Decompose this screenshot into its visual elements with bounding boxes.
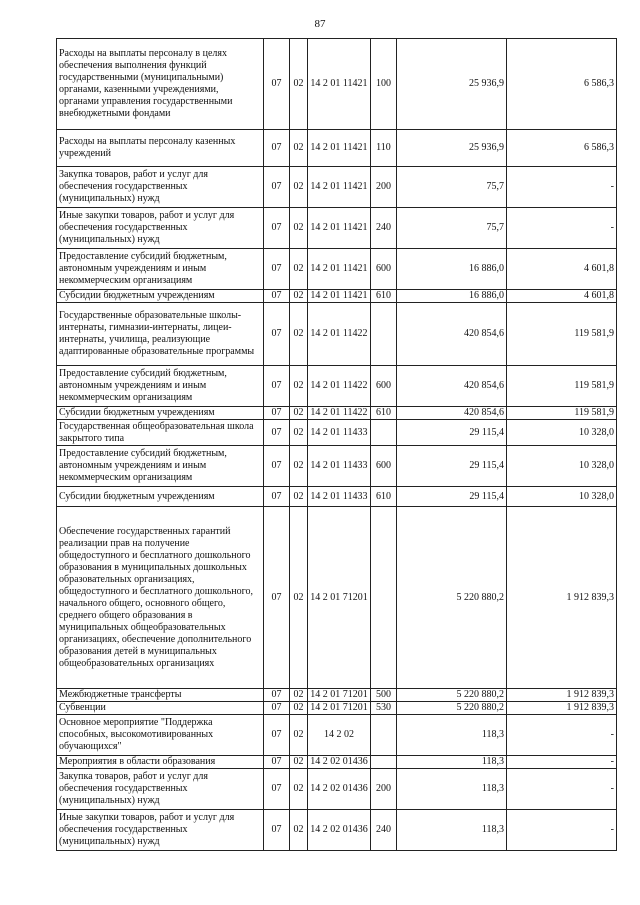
amount-2: 6 586,3 — [507, 130, 617, 167]
amount-2: - — [507, 810, 617, 851]
page-number: 87 — [314, 18, 326, 30]
expense-name: Мероприятия в области образования — [57, 756, 264, 769]
amount-2: - — [507, 769, 617, 810]
subsection-code: 02 — [290, 689, 308, 702]
target-article-code: 14 2 01 11421 — [308, 249, 371, 290]
section-code: 07 — [264, 715, 290, 756]
section-code: 07 — [264, 208, 290, 249]
expense-name: Обеспечение государственных гарантий реализации прав на получение общедоступного и бесплатного дошкольного образования в муниципальных дошкольных образовательных организациях, общедоступного и бесплатного дошкольного, начального общего, основного общего, среднего общего образования в муниципальных общеобразовательных организациях, обеспечение дополнительного образования детей в муниципальных общеобразовательных организациях — [57, 507, 264, 689]
expense-type-code: 610 — [371, 290, 397, 303]
table-row — [57, 39, 617, 130]
subsection-code: 02 — [290, 810, 308, 851]
table-row — [57, 769, 617, 810]
table-row — [57, 446, 617, 487]
table-row — [57, 420, 617, 446]
target-article-code: 14 2 01 11433 — [308, 420, 371, 446]
amount-2: 10 328,0 — [507, 487, 617, 507]
table-row — [57, 487, 617, 507]
table-row — [57, 507, 617, 689]
amount-1: 75,7 — [397, 167, 507, 208]
subsection-code: 02 — [290, 208, 308, 249]
amount-1: 420 854,6 — [397, 407, 507, 420]
amount-2: 119 581,9 — [507, 407, 617, 420]
section-code: 07 — [264, 407, 290, 420]
section-code: 07 — [264, 769, 290, 810]
expense-type-code — [371, 507, 397, 689]
section-code: 07 — [264, 487, 290, 507]
amount-1: 118,3 — [397, 810, 507, 851]
section-code: 07 — [264, 689, 290, 702]
expense-type-code: 100 — [371, 39, 397, 130]
subsection-code: 02 — [290, 366, 308, 407]
amount-1: 25 936,9 — [397, 130, 507, 167]
table-row — [57, 208, 617, 249]
subsection-code: 02 — [290, 487, 308, 507]
expense-name: Закупка товаров, работ и услуг для обеспечения государственных (муниципальных) нужд — [57, 769, 264, 810]
subsection-code: 02 — [290, 167, 308, 208]
table-row — [57, 303, 617, 366]
target-article-code: 14 2 02 — [308, 715, 371, 756]
subsection-code: 02 — [290, 290, 308, 303]
target-article-code: 14 2 02 01436 — [308, 756, 371, 769]
expense-type-code: 240 — [371, 810, 397, 851]
target-article-code: 14 2 01 11422 — [308, 407, 371, 420]
amount-2: 1 912 839,3 — [507, 702, 617, 715]
section-code: 07 — [264, 810, 290, 851]
expense-name: Государственные образовательные школы-интернаты, гимназии-интернаты, лицеи-интернаты, училища, реализующие адаптированные образовательные программы — [57, 303, 264, 366]
subsection-code: 02 — [290, 39, 308, 130]
amount-1: 420 854,6 — [397, 366, 507, 407]
target-article-code: 14 2 01 11422 — [308, 303, 371, 366]
section-code: 07 — [264, 446, 290, 487]
amount-2: 4 601,8 — [507, 290, 617, 303]
section-code: 07 — [264, 130, 290, 167]
subsection-code: 02 — [290, 715, 308, 756]
expense-type-code: 240 — [371, 208, 397, 249]
amount-2: 6 586,3 — [507, 39, 617, 130]
target-article-code: 14 2 01 11421 — [308, 130, 371, 167]
section-code: 07 — [264, 366, 290, 407]
amount-2: 119 581,9 — [507, 366, 617, 407]
subsection-code: 02 — [290, 303, 308, 366]
table-body — [57, 39, 617, 851]
amount-1: 29 115,4 — [397, 446, 507, 487]
table-row — [57, 715, 617, 756]
table-row — [57, 249, 617, 290]
expense-name: Предоставление субсидий бюджетным, автономным учреждениям и иным некоммерческим организациям — [57, 366, 264, 407]
expense-type-code: 600 — [371, 366, 397, 407]
expense-type-code: 600 — [371, 249, 397, 290]
amount-2: - — [507, 756, 617, 769]
expense-name: Иные закупки товаров, работ и услуг для обеспечения государственных (муниципальных) нужд — [57, 810, 264, 851]
table-row — [57, 756, 617, 769]
target-article-code: 14 2 01 11421 — [308, 290, 371, 303]
section-code: 07 — [264, 290, 290, 303]
amount-2: 1 912 839,3 — [507, 507, 617, 689]
expense-name: Субвенции — [57, 702, 264, 715]
amount-1: 5 220 880,2 — [397, 702, 507, 715]
subsection-code: 02 — [290, 702, 308, 715]
target-article-code: 14 2 01 71201 — [308, 689, 371, 702]
subsection-code: 02 — [290, 756, 308, 769]
amount-1: 16 886,0 — [397, 249, 507, 290]
table-row — [57, 366, 617, 407]
table-row — [57, 702, 617, 715]
target-article-code: 14 2 01 71201 — [308, 702, 371, 715]
expense-name: Расходы на выплаты персоналу казенных учреждений — [57, 130, 264, 167]
expense-name: Межбюджетные трансферты — [57, 689, 264, 702]
expense-type-code: 600 — [371, 446, 397, 487]
table-row — [57, 407, 617, 420]
amount-1: 420 854,6 — [397, 303, 507, 366]
amount-2: - — [507, 167, 617, 208]
amount-1: 118,3 — [397, 715, 507, 756]
subsection-code: 02 — [290, 407, 308, 420]
expense-type-code — [371, 715, 397, 756]
amount-1: 16 886,0 — [397, 290, 507, 303]
amount-1: 5 220 880,2 — [397, 507, 507, 689]
target-article-code: 14 2 02 01436 — [308, 810, 371, 851]
amount-2: 10 328,0 — [507, 420, 617, 446]
subsection-code: 02 — [290, 507, 308, 689]
target-article-code: 14 2 01 71201 — [308, 507, 371, 689]
section-code: 07 — [264, 702, 290, 715]
section-code: 07 — [264, 507, 290, 689]
expense-name: Государственная общеобразовательная школа закрытого типа — [57, 420, 264, 446]
expense-type-code: 610 — [371, 487, 397, 507]
subsection-code: 02 — [290, 769, 308, 810]
amount-1: 25 936,9 — [397, 39, 507, 130]
expense-type-code: 200 — [371, 769, 397, 810]
expense-name: Субсидии бюджетным учреждениям — [57, 290, 264, 303]
amount-1: 118,3 — [397, 769, 507, 810]
amount-2: 4 601,8 — [507, 249, 617, 290]
subsection-code: 02 — [290, 130, 308, 167]
section-code: 07 — [264, 249, 290, 290]
expense-type-code: 110 — [371, 130, 397, 167]
section-code: 07 — [264, 39, 290, 130]
budget-table — [56, 38, 617, 851]
table-row — [57, 167, 617, 208]
expense-type-code: 200 — [371, 167, 397, 208]
expense-type-code — [371, 756, 397, 769]
expense-name: Предоставление субсидий бюджетным, автономным учреждениям и иным некоммерческим организациям — [57, 249, 264, 290]
subsection-code: 02 — [290, 420, 308, 446]
amount-1: 118,3 — [397, 756, 507, 769]
target-article-code: 14 2 01 11421 — [308, 208, 371, 249]
amount-2: - — [507, 208, 617, 249]
section-code: 07 — [264, 756, 290, 769]
amount-2: 1 912 839,3 — [507, 689, 617, 702]
expense-type-code: 530 — [371, 702, 397, 715]
section-code: 07 — [264, 303, 290, 366]
target-article-code: 14 2 02 01436 — [308, 769, 371, 810]
subsection-code: 02 — [290, 249, 308, 290]
section-code: 07 — [264, 420, 290, 446]
target-article-code: 14 2 01 11433 — [308, 446, 371, 487]
table-row — [57, 810, 617, 851]
section-code: 07 — [264, 167, 290, 208]
expense-name: Иные закупки товаров, работ и услуг для обеспечения государственных (муниципальных) нужд — [57, 208, 264, 249]
target-article-code: 14 2 01 11421 — [308, 167, 371, 208]
amount-1: 29 115,4 — [397, 487, 507, 507]
amount-2: 10 328,0 — [507, 446, 617, 487]
subsection-code: 02 — [290, 446, 308, 487]
target-article-code: 14 2 01 11433 — [308, 487, 371, 507]
table-row — [57, 290, 617, 303]
expense-name: Предоставление субсидий бюджетным, автономным учреждениям и иным некоммерческим организациям — [57, 446, 264, 487]
expense-type-code: 610 — [371, 407, 397, 420]
expense-name: Субсидии бюджетным учреждениям — [57, 407, 264, 420]
target-article-code: 14 2 01 11422 — [308, 366, 371, 407]
amount-2: 119 581,9 — [507, 303, 617, 366]
expense-name: Расходы на выплаты персоналу в целях обеспечения выполнения функций государственными (муниципальными) органами, казенными учреждениями, органами управления государственными внебюджетными фондами — [57, 39, 264, 130]
table-row — [57, 689, 617, 702]
amount-1: 29 115,4 — [397, 420, 507, 446]
target-article-code: 14 2 01 11421 — [308, 39, 371, 130]
expense-name: Субсидии бюджетным учреждениям — [57, 487, 264, 507]
expense-type-code — [371, 420, 397, 446]
table-row — [57, 130, 617, 167]
amount-2: - — [507, 715, 617, 756]
amount-1: 75,7 — [397, 208, 507, 249]
expense-name: Основное мероприятие "Поддержка способных, высокомотивированных обучающихся" — [57, 715, 264, 756]
expense-name: Закупка товаров, работ и услуг для обеспечения государственных (муниципальных) нужд — [57, 167, 264, 208]
expense-type-code — [371, 303, 397, 366]
expense-type-code: 500 — [371, 689, 397, 702]
amount-1: 5 220 880,2 — [397, 689, 507, 702]
